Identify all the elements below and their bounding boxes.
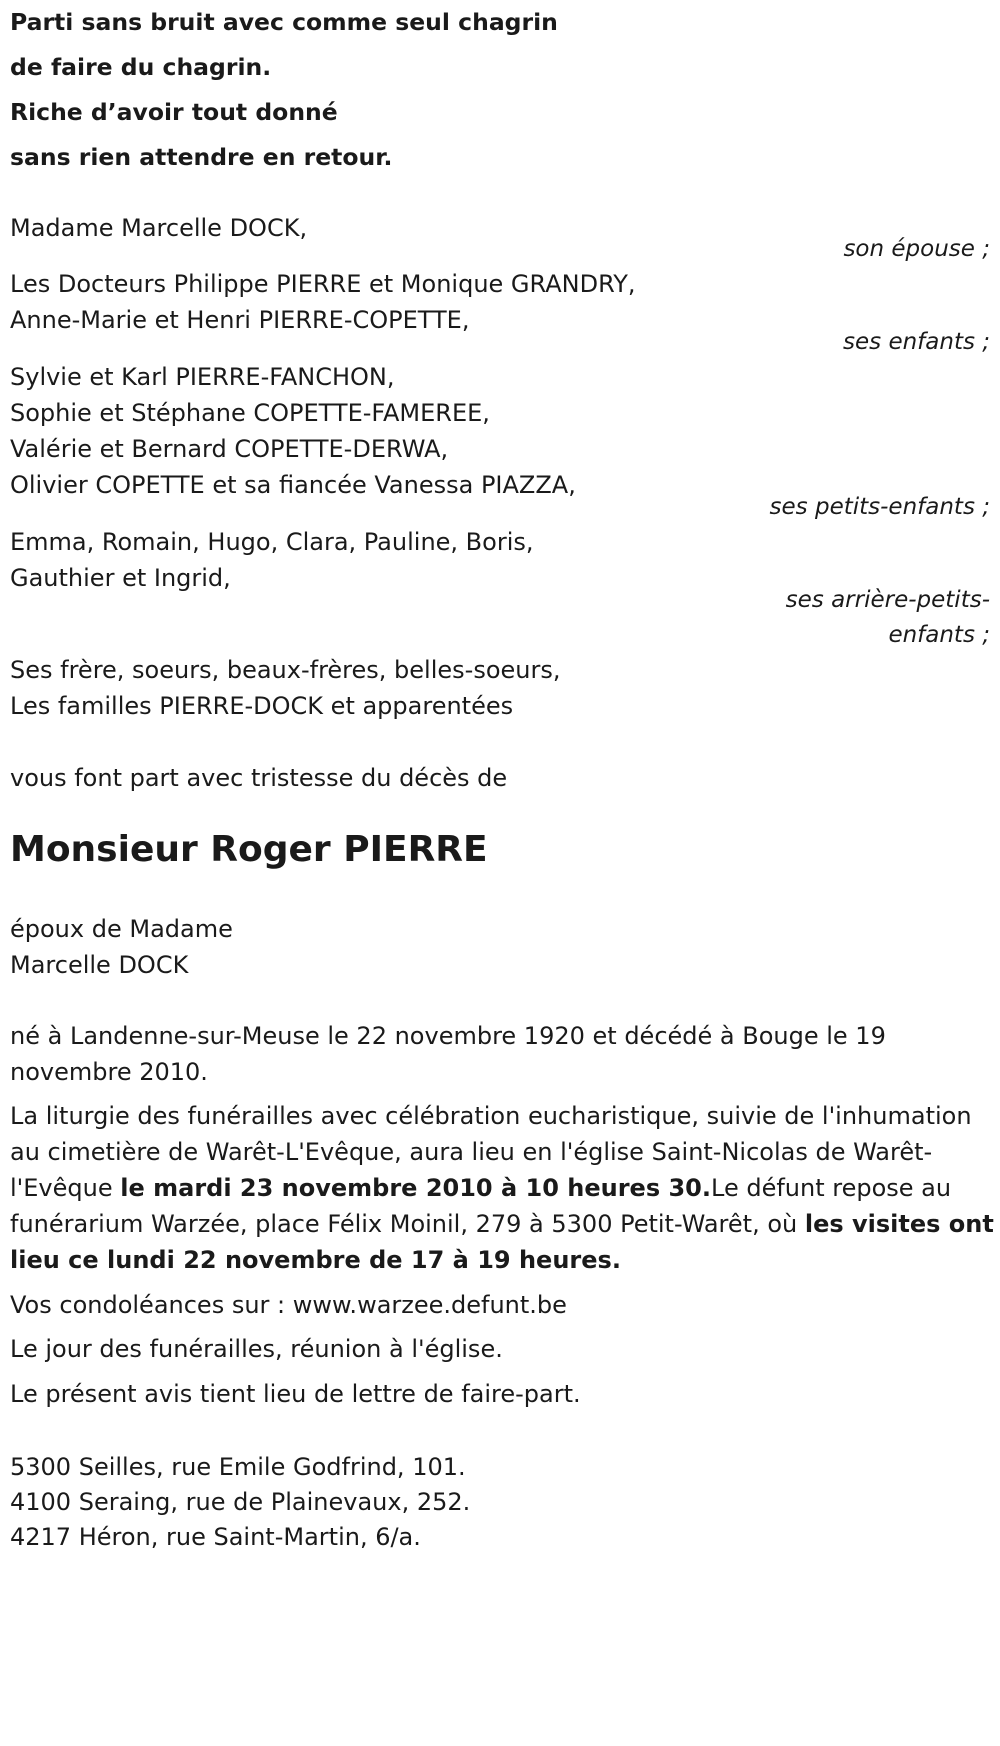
children-line-2: Anne-Marie et Henri PIERRE-COPETTE, bbox=[10, 306, 470, 334]
deceased-name: Monsieur Roger PIERRE bbox=[10, 829, 488, 870]
meeting-text: Le jour des funérailles, réunion à l'église. bbox=[10, 1335, 503, 1363]
address-2: 4100 Seraing, rue de Plainevaux, 252. bbox=[10, 1488, 471, 1516]
funeral-text-1: La liturgie des funérailles avec célébration eucharistique, suivie de l'inhumation au cimetière de Warêt-L'Evêque, aura lieu en l'église Saint-Nicolas de Warêt-l'Evêque bbox=[10, 1102, 972, 1202]
visits-info: les visites ont lieu ce lundi 22 novembre de 17 à 19 heures. bbox=[10, 1210, 994, 1274]
spouse-name: Madame Marcelle DOCK, bbox=[10, 214, 308, 242]
grandchildren-line-1: Sylvie et Karl PIERRE-FANCHON, bbox=[10, 363, 395, 391]
great-grandchildren-role-1: ses arrière-petits- bbox=[785, 587, 990, 613]
grandchildren-line-3: Valérie et Bernard COPETTE-DERWA, bbox=[10, 435, 449, 463]
address-1: 5300 Seilles, rue Emile Godfrind, 101. bbox=[10, 1453, 466, 1481]
children-role: ses enfants ; bbox=[843, 329, 990, 355]
birth-death-text: né à Landenne-sur-Meuse le 22 novembre 1920 et décédé à Bouge le 19 novembre 2010. bbox=[10, 1022, 886, 1086]
address-3: 4217 Héron, rue Saint-Martin, 6/a. bbox=[10, 1523, 421, 1551]
others-line-1: Ses frère, soeurs, beaux-frères, belles-soeurs, bbox=[10, 656, 561, 684]
poem-line-3: Riche d’avoir tout donné bbox=[10, 98, 338, 126]
poem-line-4: sans rien attendre en retour. bbox=[10, 143, 393, 171]
funeral-date: le mardi 23 novembre 2010 à 10 heures 30. bbox=[120, 1174, 711, 1202]
notice-text: Le présent avis tient lieu de lettre de faire-part. bbox=[10, 1380, 581, 1408]
funeral-paragraph bbox=[10, 1098, 1000, 1278]
poem-line-1: Parti sans bruit avec comme seul chagrin bbox=[10, 8, 558, 36]
great-grandchildren-line-2: Gauthier et Ingrid, bbox=[10, 564, 231, 592]
grandchildren-line-2: Sophie et Stéphane COPETTE-FAMEREE, bbox=[10, 399, 490, 427]
poem-line-2: de faire du chagrin. bbox=[10, 53, 272, 81]
spouse-role: son épouse ; bbox=[843, 236, 990, 262]
others-line-2: Les familles PIERRE-DOCK et apparentées bbox=[10, 692, 514, 720]
great-grandchildren-role-2: enfants ; bbox=[888, 622, 990, 648]
funeral-text-2: Le défunt repose au funérarium Warzée, place Félix Moinil, 279 à 5300 Petit-Warêt, où bbox=[10, 1174, 952, 1238]
great-grandchildren-line-1: Emma, Romain, Hugo, Clara, Pauline, Boris, bbox=[10, 528, 534, 556]
announcement: vous font part avec tristesse du décès de bbox=[10, 764, 508, 792]
children-line-1: Les Docteurs Philippe PIERRE et Monique GRANDRY, bbox=[10, 270, 636, 298]
grandchildren-line-4: Olivier COPETTE et sa fiancée Vanessa PIAZZA, bbox=[10, 471, 576, 499]
grandchildren-role: ses petits-enfants ; bbox=[769, 494, 990, 520]
condolences-text: Vos condoléances sur : www.warzee.defunt.be bbox=[10, 1291, 567, 1319]
spouse-of-line-1: époux de Madame bbox=[10, 915, 233, 943]
spouse-of-line-2: Marcelle DOCK bbox=[10, 951, 189, 979]
